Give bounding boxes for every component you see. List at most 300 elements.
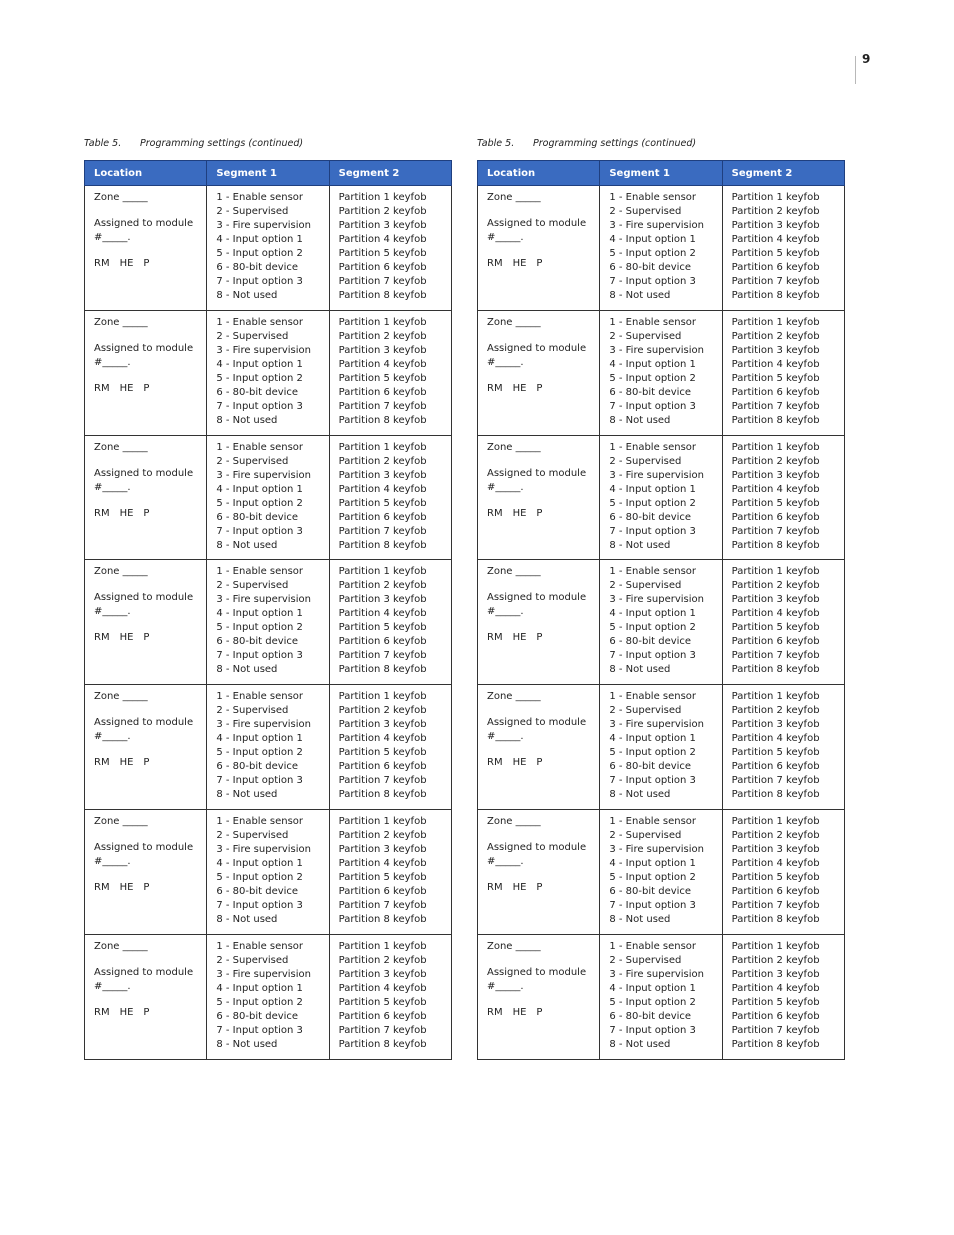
page-number: 9: [862, 52, 871, 66]
segment-1-option: 2 - Supervised: [216, 705, 289, 717]
segment-1-option: 3 - Fire supervision: [216, 843, 311, 855]
segment-1-option: 3 - Fire supervision: [216, 719, 311, 731]
he-label: HE: [512, 507, 527, 519]
table-caption-number: Table 5.: [477, 138, 515, 149]
rm-he-p-options: [94, 631, 202, 645]
segment-1-option: 7 - Input option 3: [216, 400, 303, 412]
zone-field: Zone _____: [487, 192, 541, 203]
rm-label: RM: [487, 757, 503, 769]
p-label: P: [536, 258, 543, 269]
he-label: HE: [119, 507, 134, 519]
segment-2-option: Partition 3 keyfob: [731, 843, 820, 855]
segment-1-option: 3 - Fire supervision: [216, 469, 311, 481]
segment-2-cell: [722, 435, 844, 560]
segment-1-cell: [600, 310, 722, 435]
segment-2-option: Partition 1 keyfob: [731, 940, 820, 952]
rm-label: RM: [94, 632, 110, 644]
assigned-label: Assigned to module: [94, 218, 194, 229]
segment-1-option: 7 - Input option 3: [216, 899, 303, 911]
segment-1-cell: [600, 435, 722, 560]
segment-1-option: 5 - Input option 2: [216, 497, 303, 509]
assigned-label: Assigned to module: [487, 218, 587, 229]
table-caption: [477, 137, 844, 150]
table-row: [85, 685, 452, 810]
zone-field: Zone _____: [487, 566, 541, 578]
segment-1-cell: [600, 934, 722, 1059]
p-label: P: [536, 382, 543, 394]
segment-1-option: 6 - 80-bit device: [216, 761, 299, 773]
segment-2-option: Partition 3 keyfob: [731, 594, 820, 606]
rm-he-p-options: [487, 631, 595, 645]
segment-1-option: 6 - 80-bit device: [216, 511, 299, 523]
segment-2-option: Partition 2 keyfob: [731, 705, 820, 717]
segment-1-option: 7 - Input option 3: [609, 650, 696, 662]
segment-2-option: Partition 1 keyfob: [338, 940, 427, 952]
segment-2-option: Partition 6 keyfob: [338, 636, 427, 648]
segment-1-option: 8 - Not used: [609, 664, 671, 676]
segment-1-option: 3 - Fire supervision: [216, 968, 311, 980]
segment-1-option: 7 - Input option 3: [609, 400, 696, 412]
segment-1-option: 7 - Input option 3: [216, 775, 303, 787]
table-row: [85, 809, 452, 934]
table-row: [85, 435, 452, 560]
segment-1-option: 6 - 80-bit device: [609, 262, 692, 273]
segment-1-option: 4 - Input option 1: [216, 733, 303, 745]
segment-1-option: 6 - 80-bit device: [609, 761, 692, 773]
segment-1-option: 5 - Input option 2: [609, 248, 696, 259]
segment-1-option: 5 - Input option 2: [609, 996, 696, 1008]
location-cell: [85, 186, 207, 311]
programming-settings-table: [84, 160, 452, 1060]
segment-1-option: 8 - Not used: [609, 290, 671, 301]
segment-2-option: Partition 6 keyfob: [731, 636, 820, 648]
segment-2-option: Partition 6 keyfob: [338, 386, 427, 398]
segment-1-option: 5 - Input option 2: [609, 871, 696, 883]
segment-1-cell: [600, 560, 722, 685]
location-cell: [478, 560, 600, 685]
segment-2-option: Partition 1 keyfob: [731, 566, 820, 578]
segment-1-option: 2 - Supervised: [609, 705, 682, 717]
segment-1-option: 5 - Input option 2: [216, 996, 303, 1008]
segment-2-option: Partition 4 keyfob: [731, 483, 820, 495]
segment-2-option: Partition 7 keyfob: [731, 650, 820, 662]
segment-1-option: 7 - Input option 3: [609, 276, 696, 287]
segment-2-option: Partition 6 keyfob: [338, 1010, 427, 1022]
segment-2-option: Partition 7 keyfob: [338, 899, 427, 911]
segment-1-option: 7 - Input option 3: [609, 1024, 696, 1036]
segment-2-option: Partition 7 keyfob: [731, 400, 820, 412]
segment-1-option: 2 - Supervised: [609, 580, 682, 592]
segment-1-option: 3 - Fire supervision: [609, 594, 704, 606]
location-cell: [478, 310, 600, 435]
segment-1-option: 5 - Input option 2: [609, 622, 696, 634]
table-caption-title: Programming settings (continued): [140, 138, 304, 149]
segment-2-option: Partition 7 keyfob: [731, 525, 820, 537]
segment-1-option: 4 - Input option 1: [609, 608, 696, 620]
segment-1-option: 8 - Not used: [609, 539, 671, 551]
segment-2-cell: [722, 809, 844, 934]
rm-he-p-options: [94, 881, 202, 895]
segment-1-option: 2 - Supervised: [609, 455, 682, 467]
segment-2-option: Partition 5 keyfob: [338, 497, 427, 509]
he-label: HE: [119, 258, 134, 269]
location-cell: [478, 809, 600, 934]
segment-1-cell: [207, 809, 329, 934]
segment-2-option: Partition 8 keyfob: [338, 539, 427, 551]
module-number-field: #_____.: [94, 980, 131, 992]
segment-1-option: 5 - Input option 2: [216, 871, 303, 883]
segment-2-cell: [722, 310, 844, 435]
segment-1-option: 5 - Input option 2: [216, 248, 303, 259]
segment-2-option: Partition 1 keyfob: [338, 441, 427, 453]
segment-2-option: Partition 4 keyfob: [731, 358, 820, 370]
segment-1-option: 2 - Supervised: [609, 829, 682, 841]
zone-field: Zone _____: [487, 316, 541, 328]
segment-1-cell: [207, 685, 329, 810]
assigned-label: Assigned to module: [487, 467, 587, 479]
segment-2-option: Partition 2 keyfob: [731, 206, 820, 217]
segment-2-option: Partition 5 keyfob: [338, 248, 427, 259]
segment-2-option: Partition 3 keyfob: [731, 469, 820, 481]
rm-he-p-options: [94, 382, 202, 396]
p-label: P: [536, 757, 543, 769]
programming-settings-table: [477, 160, 845, 1060]
rm-label: RM: [487, 1006, 503, 1018]
rm-he-p-options: [487, 756, 595, 770]
segment-1-option: 3 - Fire supervision: [609, 843, 704, 855]
segment-1-option: 7 - Input option 3: [216, 276, 303, 287]
location-cell: [478, 435, 600, 560]
segment-1-option: 3 - Fire supervision: [609, 220, 704, 231]
assigned-label: Assigned to module: [94, 966, 194, 978]
segment-2-option: Partition 8 keyfob: [731, 539, 820, 551]
segment-1-option: 6 - 80-bit device: [216, 885, 299, 897]
segment-1-option: 3 - Fire supervision: [216, 344, 311, 356]
segment-2-option: Partition 2 keyfob: [731, 330, 820, 342]
p-label: P: [143, 1006, 150, 1018]
segment-2-option: Partition 4 keyfob: [338, 358, 427, 370]
assigned-label: Assigned to module: [94, 717, 194, 729]
segment-2-option: Partition 2 keyfob: [731, 954, 820, 966]
module-number-field: #_____.: [487, 356, 524, 368]
p-label: P: [536, 507, 543, 519]
module-number-field: #_____.: [487, 606, 524, 618]
table-row: [478, 809, 845, 934]
segment-2-option: Partition 7 keyfob: [731, 1024, 820, 1036]
module-number-field: #_____.: [487, 232, 524, 243]
module-number-field: #_____.: [94, 855, 131, 867]
p-label: P: [143, 881, 150, 893]
segment-2-option: Partition 7 keyfob: [338, 650, 427, 662]
segment-2-option: Partition 1 keyfob: [731, 815, 820, 827]
header-location: Location: [85, 161, 207, 186]
segment-1-option: 2 - Supervised: [216, 954, 289, 966]
segment-2-option: Partition 8 keyfob: [338, 414, 427, 426]
segment-2-option: Partition 3 keyfob: [731, 719, 820, 731]
module-number-field: #_____.: [94, 481, 131, 493]
segment-1-option: 4 - Input option 1: [609, 857, 696, 869]
segment-1-cell: [600, 685, 722, 810]
header-segment-1: Segment 1: [600, 161, 722, 186]
segment-1-cell: [207, 560, 329, 685]
segment-1-option: 4 - Input option 1: [609, 358, 696, 370]
rm-label: RM: [94, 382, 110, 394]
segment-1-option: 1 - Enable sensor: [609, 441, 697, 453]
segment-1-option: 7 - Input option 3: [609, 775, 696, 787]
segment-2-option: Partition 1 keyfob: [338, 192, 427, 203]
segment-1-option: 8 - Not used: [216, 414, 278, 426]
segment-2-option: Partition 5 keyfob: [338, 622, 427, 634]
zone-field: Zone _____: [487, 940, 541, 952]
zone-field: Zone _____: [487, 441, 541, 453]
segment-2-option: Partition 5 keyfob: [731, 871, 820, 883]
segment-2-option: Partition 6 keyfob: [338, 885, 427, 897]
rm-label: RM: [94, 1006, 110, 1018]
rm-he-p-options: [487, 881, 595, 895]
segment-2-option: Partition 8 keyfob: [731, 789, 820, 801]
segment-1-option: 3 - Fire supervision: [216, 220, 311, 231]
rm-label: RM: [487, 881, 503, 893]
rm-he-p-options: [487, 507, 595, 521]
assigned-label: Assigned to module: [94, 342, 194, 354]
segment-1-option: 4 - Input option 1: [216, 358, 303, 370]
segment-2-option: Partition 5 keyfob: [731, 372, 820, 384]
segment-1-option: 1 - Enable sensor: [609, 192, 697, 203]
segment-1-option: 4 - Input option 1: [609, 982, 696, 994]
location-cell: [85, 560, 207, 685]
segment-2-option: Partition 8 keyfob: [731, 414, 820, 426]
table-caption-title: Programming settings (continued): [533, 138, 697, 149]
location-cell: [85, 435, 207, 560]
table-row: [85, 186, 452, 311]
segment-1-option: 2 - Supervised: [216, 455, 289, 467]
segment-2-option: Partition 6 keyfob: [338, 761, 427, 773]
segment-2-cell: [722, 560, 844, 685]
segment-1-option: 6 - 80-bit device: [216, 262, 299, 273]
segment-2-option: Partition 7 keyfob: [338, 276, 427, 287]
assigned-label: Assigned to module: [94, 841, 194, 853]
segment-2-option: Partition 4 keyfob: [338, 982, 427, 994]
segment-2-option: Partition 3 keyfob: [731, 344, 820, 356]
segment-1-option: 7 - Input option 3: [609, 525, 696, 537]
he-label: HE: [512, 757, 527, 769]
location-cell: [85, 934, 207, 1059]
segment-1-option: 1 - Enable sensor: [216, 441, 304, 453]
segment-2-option: Partition 1 keyfob: [731, 316, 820, 328]
segment-1-option: 2 - Supervised: [609, 206, 682, 217]
he-label: HE: [512, 881, 527, 893]
segment-1-cell: [600, 809, 722, 934]
segment-2-option: Partition 4 keyfob: [338, 857, 427, 869]
table-caption: [84, 137, 451, 150]
assigned-label: Assigned to module: [487, 592, 587, 604]
segment-1-option: 4 - Input option 1: [609, 234, 696, 245]
segment-1-option: 1 - Enable sensor: [609, 566, 697, 578]
segment-2-option: Partition 5 keyfob: [338, 871, 427, 883]
segment-1-option: 8 - Not used: [216, 290, 278, 301]
segment-1-option: 1 - Enable sensor: [216, 566, 304, 578]
segment-1-cell: [207, 934, 329, 1059]
location-cell: [85, 310, 207, 435]
he-label: HE: [512, 1006, 527, 1018]
segment-2-option: Partition 6 keyfob: [731, 262, 820, 273]
zone-field: Zone _____: [94, 815, 148, 827]
segment-1-option: 1 - Enable sensor: [609, 940, 697, 952]
segment-2-option: Partition 5 keyfob: [731, 248, 820, 259]
segment-2-option: Partition 3 keyfob: [731, 968, 820, 980]
rm-label: RM: [94, 757, 110, 769]
segment-2-option: Partition 3 keyfob: [338, 968, 427, 980]
segment-1-option: 3 - Fire supervision: [216, 594, 311, 606]
segment-2-option: Partition 7 keyfob: [338, 400, 427, 412]
segment-1-option: 1 - Enable sensor: [216, 316, 304, 328]
segment-2-cell: [329, 435, 451, 560]
segment-2-option: Partition 3 keyfob: [338, 594, 427, 606]
zone-field: Zone _____: [94, 192, 148, 203]
segment-2-option: Partition 7 keyfob: [338, 525, 427, 537]
he-label: HE: [119, 757, 134, 769]
rm-he-p-options: [94, 507, 202, 521]
segment-1-option: 6 - 80-bit device: [216, 386, 299, 398]
page-divider-rule: [855, 56, 856, 84]
table-row: [478, 310, 845, 435]
segment-1-option: 5 - Input option 2: [609, 497, 696, 509]
module-number-field: #_____.: [94, 606, 131, 618]
segment-2-option: Partition 6 keyfob: [731, 1010, 820, 1022]
segment-1-option: 5 - Input option 2: [609, 747, 696, 759]
segment-2-option: Partition 5 keyfob: [338, 372, 427, 384]
segment-2-cell: [329, 186, 451, 311]
segment-1-option: 4 - Input option 1: [216, 234, 303, 245]
module-number-field: #_____.: [94, 731, 131, 743]
segment-1-option: 8 - Not used: [609, 414, 671, 426]
segment-1-option: 8 - Not used: [609, 1038, 671, 1050]
table-header-row: [85, 161, 452, 186]
segment-1-option: 5 - Input option 2: [609, 372, 696, 384]
segment-1-option: 6 - 80-bit device: [609, 885, 692, 897]
table-row: [85, 934, 452, 1059]
segment-1-option: 4 - Input option 1: [216, 982, 303, 994]
header-segment-1: Segment 1: [207, 161, 329, 186]
segment-1-option: 8 - Not used: [609, 913, 671, 925]
segment-2-cell: [329, 934, 451, 1059]
module-number-field: #_____.: [487, 731, 524, 743]
segment-2-option: Partition 7 keyfob: [731, 775, 820, 787]
segment-2-option: Partition 2 keyfob: [338, 206, 427, 217]
segment-2-option: Partition 5 keyfob: [338, 747, 427, 759]
module-number-field: #_____.: [487, 980, 524, 992]
segment-1-option: 8 - Not used: [216, 1038, 278, 1050]
rm-he-p-options: [94, 257, 202, 271]
segment-2-option: Partition 4 keyfob: [338, 483, 427, 495]
rm-label: RM: [94, 258, 110, 269]
zone-field: Zone _____: [487, 815, 541, 827]
segment-2-option: Partition 3 keyfob: [338, 220, 427, 231]
module-number-field: #_____.: [487, 855, 524, 867]
segment-1-option: 1 - Enable sensor: [609, 691, 697, 703]
segment-2-option: Partition 8 keyfob: [338, 664, 427, 676]
p-label: P: [143, 382, 150, 394]
assigned-label: Assigned to module: [487, 342, 587, 354]
segment-2-option: Partition 1 keyfob: [731, 441, 820, 453]
segment-2-option: Partition 6 keyfob: [731, 386, 820, 398]
segment-2-option: Partition 1 keyfob: [338, 815, 427, 827]
segment-1-option: 1 - Enable sensor: [216, 815, 304, 827]
segment-2-option: Partition 2 keyfob: [731, 580, 820, 592]
segment-2-option: Partition 2 keyfob: [338, 330, 427, 342]
p-label: P: [536, 632, 543, 644]
segment-1-option: 4 - Input option 1: [216, 857, 303, 869]
rm-he-p-options: [94, 1006, 202, 1020]
segment-2-option: Partition 8 keyfob: [338, 290, 427, 301]
segment-1-option: 3 - Fire supervision: [609, 344, 704, 356]
header-segment-2: Segment 2: [722, 161, 844, 186]
segment-1-option: 2 - Supervised: [216, 580, 289, 592]
segment-1-option: 1 - Enable sensor: [216, 940, 304, 952]
header-segment-2: Segment 2: [329, 161, 451, 186]
segment-1-option: 6 - 80-bit device: [609, 636, 692, 648]
location-cell: [478, 685, 600, 810]
segment-2-cell: [722, 186, 844, 311]
table-block-right: [477, 137, 844, 1060]
segment-2-cell: [329, 560, 451, 685]
segment-1-cell: [207, 186, 329, 311]
segment-1-option: 7 - Input option 3: [216, 650, 303, 662]
segment-2-option: Partition 3 keyfob: [338, 719, 427, 731]
he-label: HE: [119, 382, 134, 394]
segment-2-option: Partition 4 keyfob: [731, 857, 820, 869]
segment-1-option: 5 - Input option 2: [216, 622, 303, 634]
table-row: [478, 186, 845, 311]
segment-1-option: 6 - 80-bit device: [609, 386, 692, 398]
segment-2-option: Partition 4 keyfob: [338, 234, 427, 245]
segment-1-option: 6 - 80-bit device: [216, 636, 299, 648]
zone-field: Zone _____: [94, 566, 148, 578]
p-label: P: [536, 1006, 543, 1018]
assigned-label: Assigned to module: [94, 592, 194, 604]
module-number-field: #_____.: [487, 481, 524, 493]
p-label: P: [536, 881, 543, 893]
segment-1-option: 2 - Supervised: [609, 954, 682, 966]
rm-label: RM: [487, 382, 503, 394]
segment-2-option: Partition 8 keyfob: [338, 789, 427, 801]
segment-1-option: 5 - Input option 2: [216, 747, 303, 759]
rm-label: RM: [487, 507, 503, 519]
zone-field: Zone _____: [94, 316, 148, 328]
segment-2-option: Partition 3 keyfob: [338, 843, 427, 855]
segment-1-option: 8 - Not used: [609, 789, 671, 801]
segment-2-option: Partition 8 keyfob: [731, 913, 820, 925]
segment-1-option: 1 - Enable sensor: [609, 316, 697, 328]
rm-label: RM: [94, 881, 110, 893]
he-label: HE: [512, 258, 527, 269]
segment-1-option: 1 - Enable sensor: [609, 815, 697, 827]
table-row: [85, 310, 452, 435]
segment-2-option: Partition 7 keyfob: [338, 1024, 427, 1036]
segment-2-option: Partition 4 keyfob: [338, 733, 427, 745]
he-label: HE: [119, 632, 134, 644]
table-header-row: [478, 161, 845, 186]
he-label: HE: [512, 382, 527, 394]
segment-1-option: 2 - Supervised: [216, 330, 289, 342]
segment-2-option: Partition 4 keyfob: [338, 608, 427, 620]
segment-1-option: 4 - Input option 1: [216, 608, 303, 620]
he-label: HE: [119, 881, 134, 893]
rm-he-p-options: [487, 382, 595, 396]
segment-1-option: 5 - Input option 2: [216, 372, 303, 384]
table-row: [478, 435, 845, 560]
segment-1-option: 6 - 80-bit device: [609, 511, 692, 523]
